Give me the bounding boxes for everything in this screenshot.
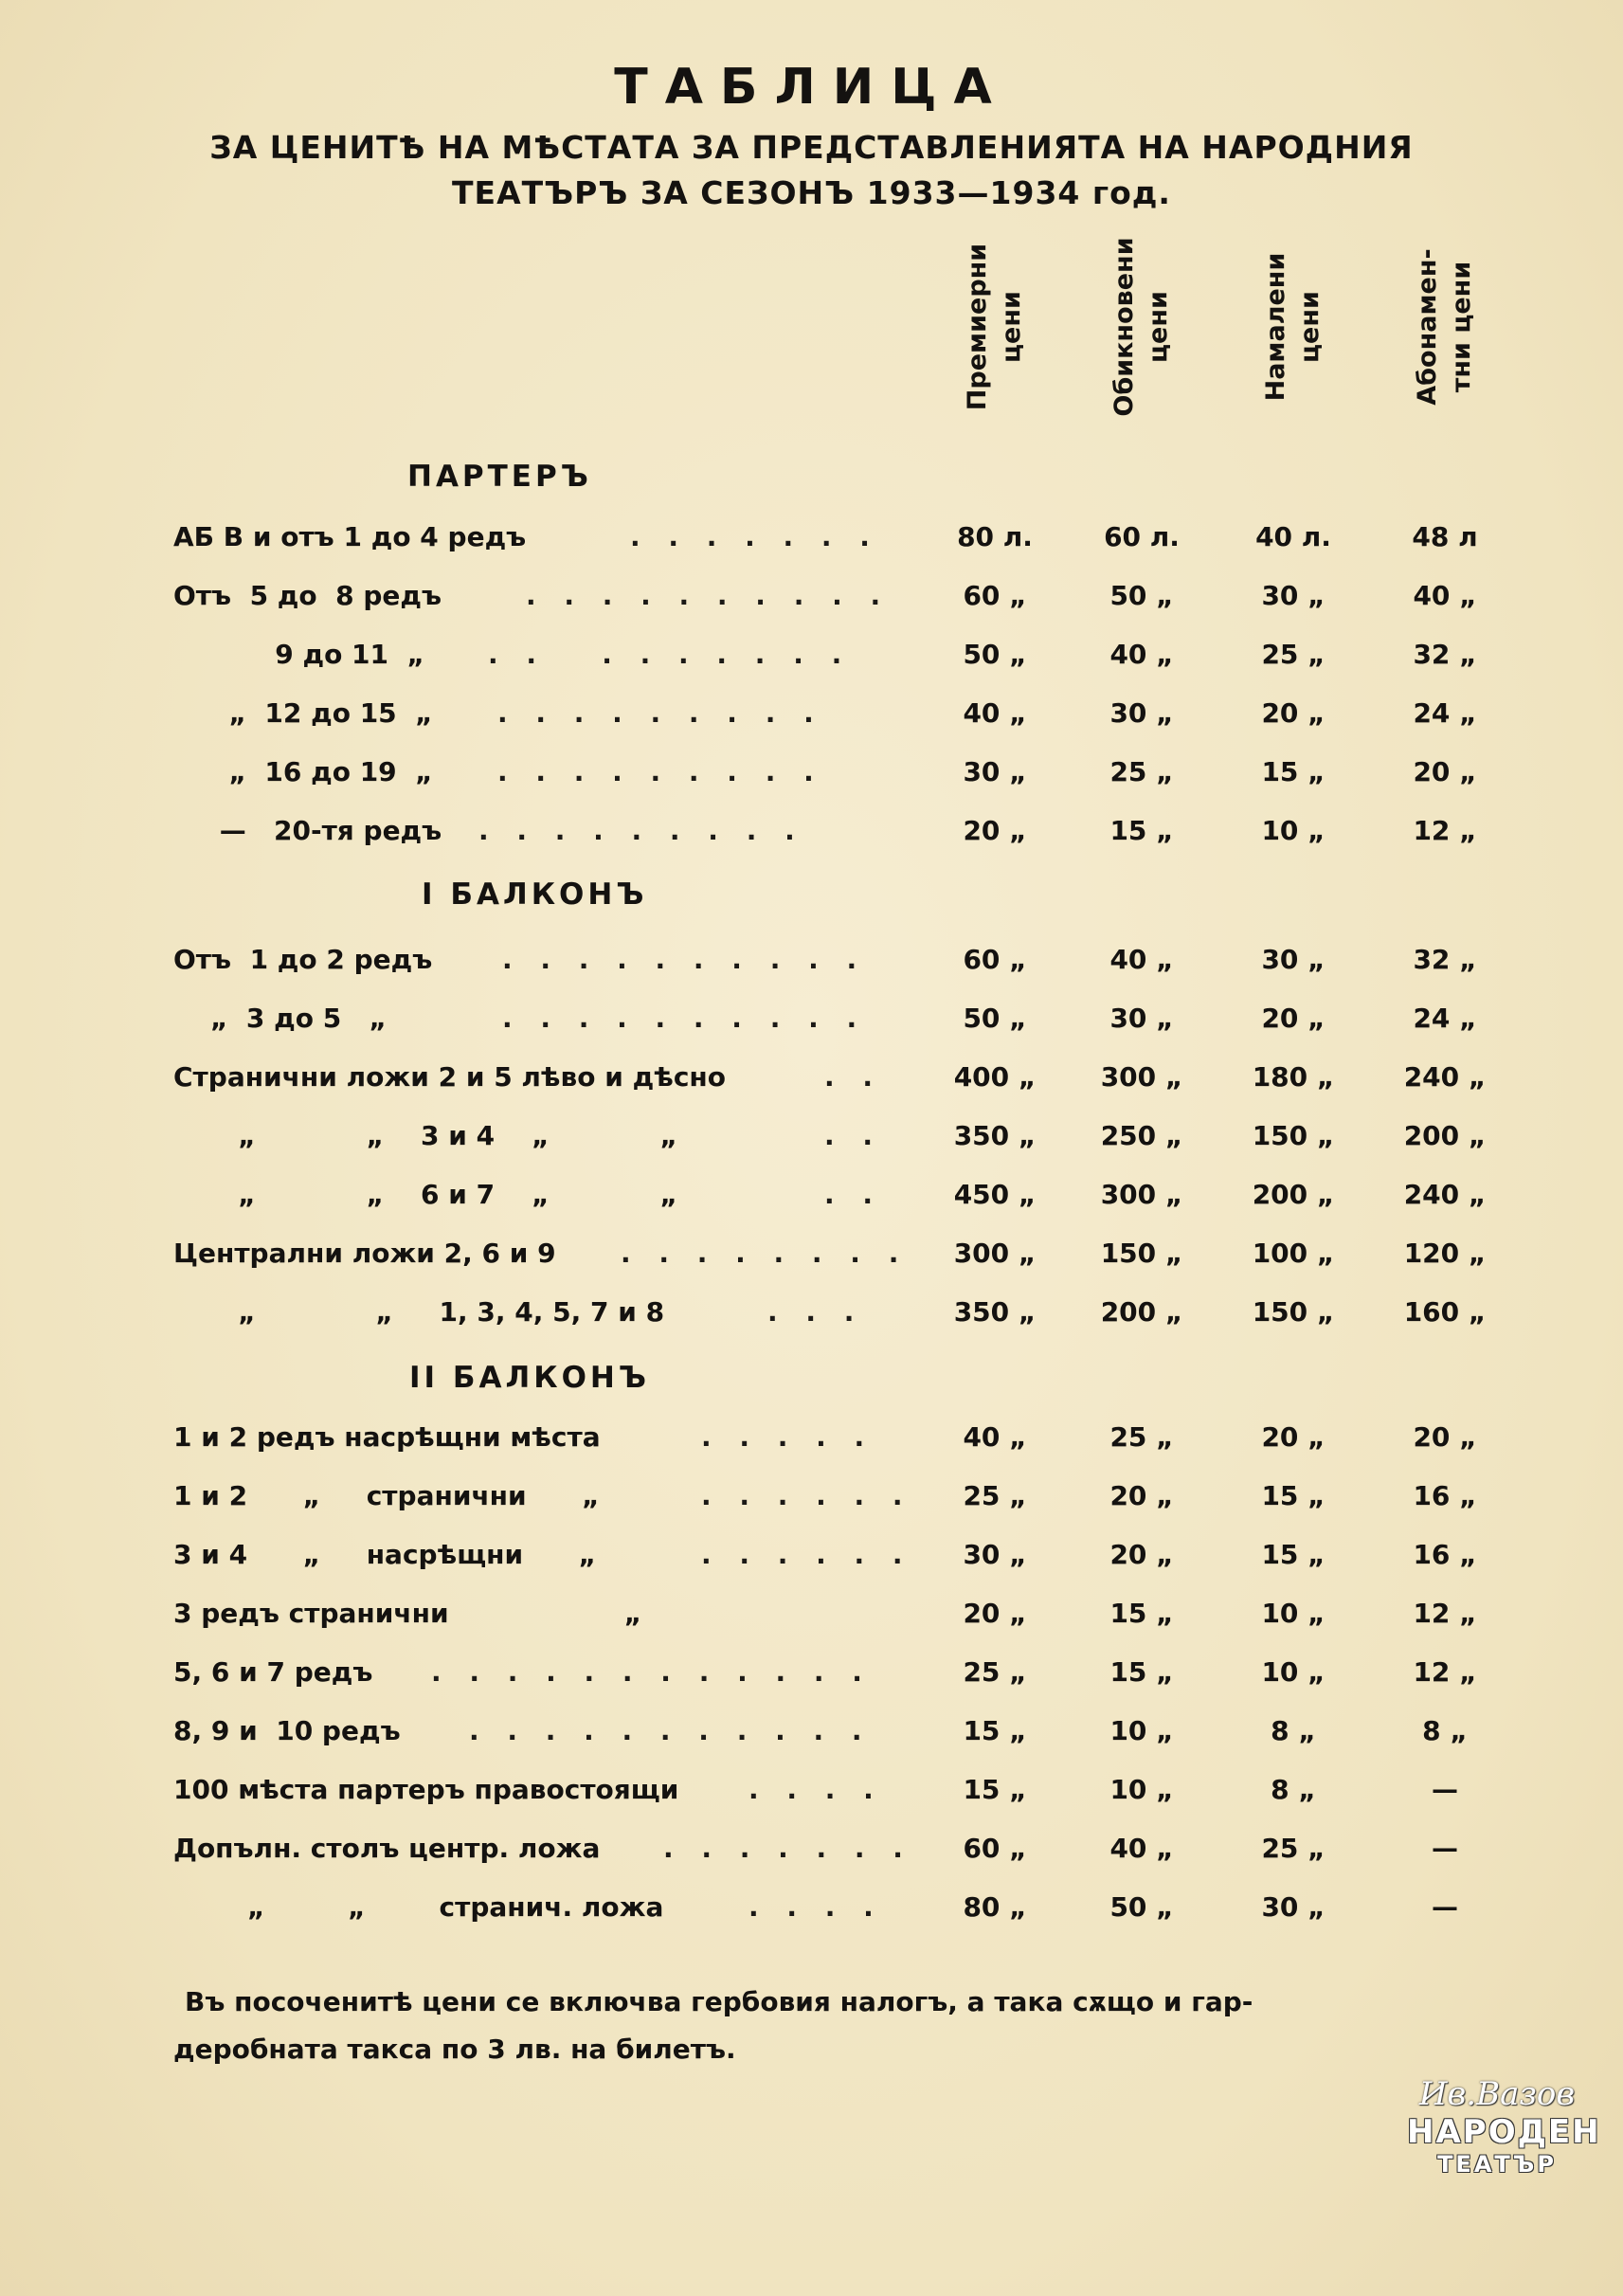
price-subscription: 16 „	[1413, 1539, 1477, 1570]
price-subscription: 40 „	[1413, 580, 1477, 611]
price-premiere: 450 „	[953, 1179, 1037, 1210]
leader-dots: . . . . . . . . . .	[502, 1003, 867, 1034]
row-label: Странични ложи 2 и 5 лѣво и дѣсно	[173, 1061, 726, 1093]
leader-dots: . . . . . . . .	[621, 1238, 909, 1269]
row-label: 1 и 2 „ странични „	[173, 1480, 600, 1511]
national-theatre-logo	[1407, 2075, 1601, 2217]
price-subscription: —	[1432, 1833, 1458, 1864]
price-reduced: 30 „	[1261, 1891, 1325, 1923]
leader-dots: . . . . . . . . . . . .	[431, 1656, 872, 1688]
leader-dots: . . . . . . . . .	[497, 697, 823, 729]
price-reduced: 150 „	[1252, 1296, 1335, 1328]
table-row	[0, 1416, 1623, 1463]
table-row	[0, 1592, 1623, 1639]
price-regular: 10 „	[1109, 1774, 1174, 1805]
price-reduced: 20 „	[1261, 1003, 1325, 1034]
table-row	[0, 1827, 1623, 1874]
leader-dots: . . . . . . . . . .	[526, 580, 891, 611]
price-subscription: 12 „	[1413, 1656, 1477, 1688]
price-premiere: 50 „	[963, 1003, 1027, 1034]
logo-line-1: НАРОДЕН	[1407, 2113, 1601, 2151]
price-subscription: 16 „	[1413, 1480, 1477, 1511]
price-premiere: 350 „	[953, 1296, 1037, 1328]
price-premiere: 40 „	[963, 1421, 1027, 1453]
leader-dots: . . . . . . . . .	[488, 639, 852, 670]
table-row	[0, 997, 1623, 1044]
table-row	[0, 938, 1623, 985]
table-row	[0, 1232, 1623, 1279]
price-subscription: 32 „	[1413, 944, 1477, 975]
price-premiere: 25 „	[963, 1656, 1027, 1688]
leader-dots: . . . . . . . . .	[497, 756, 823, 787]
price-regular: 25 „	[1109, 756, 1174, 787]
price-reduced: 8 „	[1271, 1715, 1316, 1746]
table-row	[0, 1291, 1623, 1338]
row-label: „ 12 до 15 „	[173, 697, 433, 729]
price-regular: 300 „	[1100, 1061, 1183, 1093]
footnote-line-2: деробната такса по 3 лв. на билетъ.	[173, 2034, 736, 2065]
row-label: 5, 6 и 7 редъ	[173, 1656, 373, 1688]
leader-dots: . . . . . . .	[630, 521, 879, 552]
price-subscription: 240 „	[1403, 1179, 1487, 1210]
price-subscription: 24 „	[1413, 1003, 1477, 1034]
price-premiere: 30 „	[963, 756, 1027, 787]
column-header-subscription: Абонамен- тни цени	[1413, 248, 1476, 406]
price-reduced: 10 „	[1261, 815, 1325, 846]
price-premiere: 80 „	[963, 1891, 1027, 1923]
price-subscription: 20 „	[1413, 756, 1477, 787]
price-regular: 250 „	[1100, 1120, 1183, 1151]
price-premiere: 15 „	[963, 1715, 1027, 1746]
price-reduced: 200 „	[1252, 1179, 1335, 1210]
logo-signature: Ив.Вазов	[1418, 2075, 1576, 2113]
price-regular: 30 „	[1109, 697, 1174, 729]
leader-dots: . . . . . . . . . . .	[469, 1715, 872, 1746]
leader-dots: . . . . . . . . .	[478, 815, 804, 846]
price-regular: 15 „	[1109, 815, 1174, 846]
price-regular: 150 „	[1100, 1238, 1183, 1269]
row-label: Отъ 5 до 8 редъ	[173, 580, 442, 611]
row-label: Допълн. столъ центр. ложа	[173, 1833, 601, 1864]
price-regular: 20 „	[1109, 1539, 1174, 1570]
price-premiere: 15 „	[963, 1774, 1027, 1805]
price-regular: 15 „	[1109, 1656, 1174, 1688]
price-reduced: 20 „	[1261, 1421, 1325, 1453]
table-row	[0, 1056, 1623, 1103]
price-subscription: 8 „	[1422, 1715, 1468, 1746]
table-row	[0, 633, 1623, 680]
leader-dots: . . . .	[748, 1774, 883, 1805]
column-header-premiere: Премиерни цени	[963, 243, 1026, 411]
price-reduced: 150 „	[1252, 1120, 1335, 1151]
subtitle-line-1: ЗА ЦЕНИТѢ НА МѢСТАТА ЗА ПРЕДСТАВЛЕНИЯТА НА НАРОДНИЯ	[209, 129, 1414, 166]
price-premiere: 60 „	[963, 580, 1027, 611]
table-row	[0, 1533, 1623, 1581]
price-reduced: 30 „	[1261, 580, 1325, 611]
price-subscription: 12 „	[1413, 815, 1477, 846]
row-label: Отъ 1 до 2 редъ	[173, 944, 433, 975]
row-label: „ „ 6 и 7 „ „	[173, 1179, 677, 1210]
row-label: АБ В и отъ 1 до 4 редъ	[173, 521, 527, 552]
price-reduced: 10 „	[1261, 1598, 1325, 1629]
table-row	[0, 1886, 1623, 1933]
section-title-parter: ПАРТЕРЪ	[407, 460, 592, 494]
price-subscription: 20 „	[1413, 1421, 1477, 1453]
row-label: 3 и 4 „ насрѣщни „	[173, 1539, 597, 1570]
price-subscription: 200 „	[1403, 1120, 1487, 1151]
leader-dots: . . . .	[748, 1891, 883, 1923]
leader-dots: . . .	[767, 1296, 864, 1328]
leader-dots: . . . . . . .	[663, 1833, 912, 1864]
price-regular: 25 „	[1109, 1421, 1174, 1453]
row-label: Централни ложи 2, 6 и 9	[173, 1238, 556, 1269]
row-label: „ „ 1, 3, 4, 5, 7 и 8	[173, 1296, 665, 1328]
price-reduced: 15 „	[1261, 1480, 1325, 1511]
price-premiere: 20 „	[963, 1598, 1027, 1629]
subtitle-line-2: ТЕАТЪРЪ ЗА СЕЗОНЪ 1933—1934 год.	[452, 174, 1171, 211]
price-reduced: 40 л.	[1255, 521, 1331, 552]
price-premiere: 60 „	[963, 944, 1027, 975]
table-row	[0, 574, 1623, 622]
price-regular: 50 „	[1109, 1891, 1174, 1923]
table-row	[0, 692, 1623, 739]
table-row	[0, 1709, 1623, 1757]
price-subscription: 32 „	[1413, 639, 1477, 670]
price-reduced: 15 „	[1261, 1539, 1325, 1570]
price-subscription: 24 „	[1413, 697, 1477, 729]
table-row	[0, 1173, 1623, 1220]
price-premiere: 40 „	[963, 697, 1027, 729]
row-label: „ „ странич. ложа	[173, 1891, 664, 1923]
leader-dots: . .	[824, 1179, 883, 1210]
row-label: 8, 9 и 10 редъ	[173, 1715, 401, 1746]
price-regular: 40 „	[1109, 639, 1174, 670]
table-row	[0, 750, 1623, 798]
row-label: „ 16 до 19 „	[173, 756, 433, 787]
row-label: 100 мѣста партеръ правостоящи	[173, 1774, 679, 1805]
price-reduced: 25 „	[1261, 639, 1325, 670]
row-label: „ 3 до 5 „	[173, 1003, 387, 1034]
price-subscription: 240 „	[1403, 1061, 1487, 1093]
price-subscription: 48 л	[1412, 521, 1478, 552]
price-reduced: 180 „	[1252, 1061, 1335, 1093]
section-title-balcony-1: I БАЛКОНЪ	[422, 877, 648, 912]
price-regular: 200 „	[1100, 1296, 1183, 1328]
leader-dots: . . . . . .	[701, 1539, 912, 1570]
table-row	[0, 1474, 1623, 1522]
row-label: 9 до 11 „	[173, 639, 424, 670]
table-title: ТАБЛИЦА	[614, 59, 1009, 116]
price-premiere: 350 „	[953, 1120, 1037, 1151]
price-subscription: —	[1432, 1774, 1458, 1805]
price-reduced: 100 „	[1252, 1238, 1335, 1269]
price-reduced: 20 „	[1261, 697, 1325, 729]
leader-dots: . .	[824, 1061, 883, 1093]
price-premiere: 400 „	[953, 1061, 1037, 1093]
price-regular: 20 „	[1109, 1480, 1174, 1511]
price-subscription: —	[1432, 1891, 1458, 1923]
price-premiere: 50 „	[963, 639, 1027, 670]
price-premiere: 60 „	[963, 1833, 1027, 1864]
price-premiere: 25 „	[963, 1480, 1027, 1511]
leader-dots: . . . . . .	[701, 1480, 912, 1511]
leader-dots: . .	[824, 1120, 883, 1151]
section-title-balcony-2: II БАЛКОНЪ	[409, 1361, 650, 1395]
table-row	[0, 1114, 1623, 1162]
price-regular: 40 „	[1109, 944, 1174, 975]
price-premiere: 30 „	[963, 1539, 1027, 1570]
table-row	[0, 1651, 1623, 1698]
price-subscription: 160 „	[1403, 1296, 1487, 1328]
price-reduced: 30 „	[1261, 944, 1325, 975]
price-reduced: 10 „	[1261, 1656, 1325, 1688]
price-regular: 40 „	[1109, 1833, 1174, 1864]
logo-line-2: ТЕАТЪР	[1437, 2151, 1557, 2178]
price-reduced: 8 „	[1271, 1774, 1316, 1805]
price-subscription: 120 „	[1403, 1238, 1487, 1269]
leader-dots: . . . . . . . . . .	[502, 944, 867, 975]
footnote-line-1: Въ посоченитѣ цени се включва гербовия налогъ, а така сѫщо и гар-	[185, 1986, 1253, 2017]
price-regular: 15 „	[1109, 1598, 1174, 1629]
price-premiere: 80 л.	[957, 521, 1033, 552]
price-regular: 300 „	[1100, 1179, 1183, 1210]
row-label: 3 редъ странични „	[173, 1598, 642, 1629]
price-regular: 30 „	[1109, 1003, 1174, 1034]
column-header-regular: Обикновени цени	[1109, 237, 1173, 417]
price-regular: 10 „	[1109, 1715, 1174, 1746]
row-label: „ „ 3 и 4 „ „	[173, 1120, 677, 1151]
price-reduced: 25 „	[1261, 1833, 1325, 1864]
table-row	[0, 1768, 1623, 1816]
price-premiere: 300 „	[953, 1238, 1037, 1269]
row-label: — 20-тя редъ	[173, 815, 442, 846]
row-label: 1 и 2 редъ насрѣщни мѣста	[173, 1421, 601, 1453]
leader-dots: . . . . .	[701, 1421, 875, 1453]
table-row	[0, 809, 1623, 857]
price-subscription: 12 „	[1413, 1598, 1477, 1629]
price-regular: 50 „	[1109, 580, 1174, 611]
table-row	[0, 515, 1623, 563]
price-regular: 60 л.	[1104, 521, 1180, 552]
column-header-reduced: Намалени цени	[1261, 252, 1325, 402]
price-premiere: 20 „	[963, 815, 1027, 846]
price-reduced: 15 „	[1261, 756, 1325, 787]
